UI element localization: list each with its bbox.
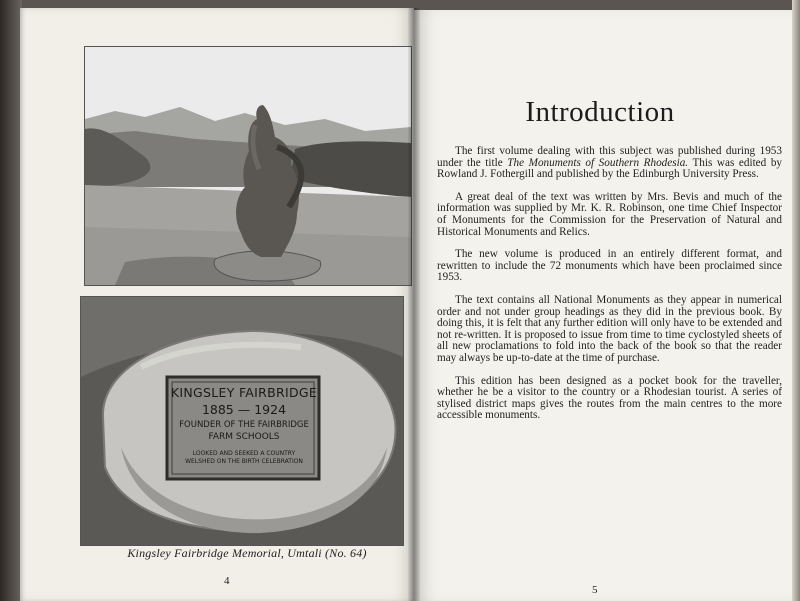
statue-photo-image (85, 47, 411, 285)
paragraph-1-text-b: This was edited by Rowland J. Fothergill and published by the Edinburgh University Press. (437, 156, 783, 181)
plaque-line-5: LOOKED AND SEEKED A COUNTRY (192, 450, 296, 457)
paragraph-1-text-a: The first volume dealing with this subject was published during 1953 under the title (437, 145, 782, 169)
statue-photo (84, 46, 412, 286)
memorial-photo (80, 296, 404, 546)
page-number-right: 5 (592, 584, 598, 596)
plaque-text (169, 379, 319, 479)
book-title-emphasis: The Monuments of Southern Rhodesia. (507, 156, 689, 169)
paragraph-2: A great deal of the text was written by Mrs. Bevis and much of the information was supplied by Mr. K. R. Robinson, one time Chief Inspector of Monuments for the Commission for the Preservation of Natural and Historical Monuments and Relics. (437, 190, 782, 238)
left-page-edge (0, 0, 22, 601)
paragraph-5: This edition has been designed as a pocket book for the traveller, whether he be a visitor to the country or a Rhodesian tourist. A series of stylised district maps gives the routes from the main centres to the more accessible monuments. (437, 374, 782, 422)
page-title: Introduction (525, 96, 675, 128)
introduction-text (437, 146, 782, 433)
paragraph-3: The new volume is produced in an entirely different format, and rewritten to include the 72 monuments which have been proclaimed since 1953. (437, 248, 782, 284)
plaque-line-3: FOUNDER OF THE FAIRBRIDGE (179, 420, 309, 430)
photo-caption: Kingsley Fairbridge Memorial, Umtali (No. 64) (127, 546, 367, 560)
plaque-line-1: KINGSLEY FAIRBRIDGE (170, 385, 318, 400)
plaque-line-6: WELSHED ON THE BIRTH CELEBRATION (185, 458, 303, 465)
right-page-edge (792, 0, 800, 601)
paragraph-4: The text contains all National Monuments as they appear in numerical order and not under group headings as they did in the previous book. By doing this, it is felt that any further edition will only have to be extended and not re-written. It is proposed to issue from time to time cyclostyled sheets of all new proclamations to fold into the back of the book so that the reader may always be up-to-date at the time of purchase. (437, 293, 782, 364)
plaque-line-4: FARM SCHOOLS (208, 432, 280, 442)
book-gutter (408, 8, 420, 601)
plaque-line-2: 1885 — 1924 (201, 402, 287, 417)
paragraph-1 (437, 146, 782, 181)
page-number-left: 4 (224, 575, 230, 587)
